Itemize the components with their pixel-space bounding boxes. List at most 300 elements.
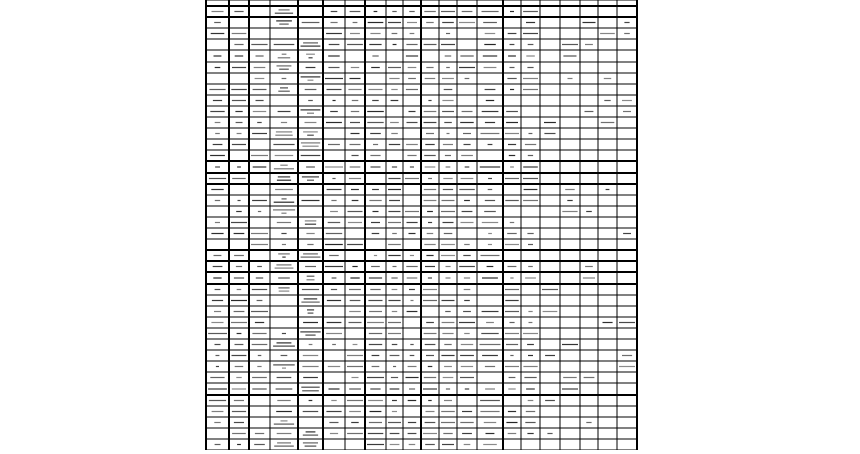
illegible-cell-mark (485, 89, 496, 90)
illegible-cell-mark (506, 422, 517, 423)
illegible-cell-mark (303, 253, 318, 254)
illegible-cell-mark (407, 311, 418, 312)
illegible-cell-mark (425, 144, 434, 145)
illegible-cell-mark (329, 388, 340, 389)
illegible-cell-mark (307, 309, 314, 310)
illegible-cell-mark (277, 65, 292, 66)
illegible-cell-mark (393, 366, 396, 367)
illegible-cell-mark (444, 400, 452, 401)
illegible-cell-mark (309, 400, 313, 401)
illegible-cell-mark (304, 298, 318, 299)
illegible-cell-mark (507, 78, 516, 79)
illegible-cell-mark (465, 388, 469, 389)
illegible-cell-mark (389, 78, 399, 79)
illegible-cell-mark (232, 67, 246, 68)
illegible-cell-mark (461, 222, 474, 223)
illegible-cell-mark (213, 100, 222, 101)
illegible-cell-mark (232, 355, 247, 356)
illegible-cell-mark (424, 155, 436, 156)
illegible-cell-mark (369, 422, 382, 423)
illegible-cell-mark (238, 200, 241, 201)
illegible-cell-mark (510, 277, 513, 278)
illegible-cell-mark (326, 33, 342, 34)
illegible-cell-mark (305, 446, 317, 447)
illegible-cell-mark (442, 100, 453, 101)
illegible-cell-mark (460, 122, 474, 123)
illegible-cell-mark (459, 189, 475, 190)
illegible-cell-mark (303, 411, 319, 412)
illegible-cell-mark (424, 377, 436, 378)
illegible-cell-mark (406, 266, 417, 267)
illegible-cell-mark (565, 189, 575, 190)
illegible-cell-mark (426, 22, 434, 23)
illegible-cell-mark (277, 400, 290, 401)
illegible-cell-mark (428, 400, 432, 401)
illegible-cell-mark (303, 131, 318, 132)
illegible-cell-mark (486, 322, 494, 323)
illegible-cell-mark (486, 433, 495, 434)
illegible-cell-mark (485, 33, 496, 34)
illegible-cell-mark (215, 222, 220, 223)
illegible-cell-mark (234, 11, 243, 12)
illegible-cell-mark (482, 355, 498, 356)
illegible-cell-mark (585, 44, 593, 45)
illegible-cell-mark (623, 111, 631, 112)
illegible-cell-mark (409, 11, 414, 12)
illegible-cell-mark (307, 113, 314, 114)
illegible-cell-mark (305, 220, 317, 221)
illegible-cell-mark (392, 166, 397, 167)
illegible-cell-mark (257, 300, 263, 301)
illegible-cell-mark (388, 222, 401, 223)
illegible-cell-mark (275, 155, 294, 156)
illegible-cell-mark (349, 322, 362, 323)
illegible-cell-mark (276, 411, 292, 412)
illegible-cell-mark (388, 422, 401, 423)
illegible-cell-mark (528, 44, 534, 45)
illegible-cell-mark (523, 366, 537, 367)
illegible-cell-mark (506, 344, 518, 345)
illegible-cell-mark (281, 233, 286, 234)
illegible-cell-mark (544, 122, 556, 123)
illegible-cell-mark (526, 55, 535, 56)
illegible-cell-mark (485, 366, 495, 367)
illegible-cell-mark (277, 222, 291, 223)
illegible-cell-mark (210, 155, 225, 156)
illegible-cell-mark (483, 55, 497, 56)
illegible-cell-mark (353, 22, 358, 23)
illegible-cell-mark (306, 166, 315, 167)
illegible-cell-mark (461, 155, 473, 156)
illegible-cell-mark (462, 433, 472, 434)
illegible-cell-mark (214, 255, 222, 256)
illegible-cell-mark (444, 89, 453, 90)
illegible-cell-mark (214, 422, 220, 423)
illegible-cell-mark (306, 431, 316, 432)
illegible-cell-mark (527, 433, 533, 434)
illegible-cell-mark (370, 155, 380, 156)
illegible-cell-mark (485, 200, 495, 201)
illegible-cell-mark (231, 222, 247, 223)
illegible-cell-mark (523, 89, 538, 90)
illegible-cell-mark (482, 111, 499, 112)
illegible-cell-mark (231, 300, 247, 301)
illegible-cell-mark (509, 377, 516, 378)
illegible-cell-mark (444, 344, 451, 345)
illegible-cell-mark (441, 44, 455, 45)
illegible-cell-mark (254, 67, 266, 68)
illegible-cell-mark (332, 344, 336, 345)
illegible-cell-mark (442, 22, 454, 23)
illegible-cell-mark (482, 311, 499, 312)
illegible-cell-mark (350, 277, 359, 278)
illegible-cell-mark (562, 44, 578, 45)
illegible-cell-mark (409, 388, 415, 389)
illegible-cell-mark (510, 67, 515, 68)
illegible-cell-mark (409, 444, 416, 445)
illegible-cell-mark (622, 355, 632, 356)
illegible-cell-mark (370, 133, 381, 134)
illegible-cell-mark (330, 111, 338, 112)
illegible-cell-mark (443, 189, 453, 190)
illegible-cell-mark (237, 444, 241, 445)
illegible-cell-mark (326, 411, 341, 412)
illegible-cell-mark (252, 344, 268, 345)
illegible-cell-mark (277, 377, 292, 378)
illegible-cell-mark (508, 433, 517, 434)
illegible-cell-mark (369, 344, 382, 345)
illegible-cell-mark (372, 366, 380, 367)
illegible-cell-mark (465, 166, 470, 167)
illegible-cell-mark (347, 366, 363, 367)
illegible-cell-mark (482, 222, 498, 223)
illegible-cell-mark (372, 100, 379, 101)
illegible-cell-mark (352, 266, 357, 267)
illegible-cell-mark (331, 400, 336, 401)
illegible-cell-mark (392, 11, 396, 12)
illegible-cell-mark (446, 33, 450, 34)
illegible-cell-mark (214, 55, 222, 56)
illegible-cell-mark (446, 388, 450, 389)
illegible-cell-mark (307, 244, 313, 245)
illegible-cell-mark (353, 344, 358, 345)
illegible-cell-mark (368, 433, 384, 434)
illegible-cell-mark (234, 400, 244, 401)
illegible-cell-mark (601, 122, 615, 123)
illegible-cell-mark (426, 67, 433, 68)
illegible-cell-mark (328, 144, 340, 145)
illegible-cell-mark (388, 189, 401, 190)
illegible-cell-mark (256, 55, 264, 56)
illegible-cell-mark (486, 100, 494, 101)
illegible-cell-mark (484, 44, 496, 45)
illegible-cell-mark (424, 200, 437, 201)
illegible-cell-mark (282, 198, 287, 199)
illegible-cell-mark (281, 213, 286, 214)
illegible-cell-mark (410, 33, 415, 34)
illegible-cell-mark (411, 300, 414, 301)
illegible-cell-mark (325, 166, 343, 167)
illegible-cell-mark (369, 44, 381, 45)
illegible-cell-mark (302, 146, 318, 147)
illegible-cell-mark (443, 178, 452, 179)
illegible-cell-mark (462, 111, 473, 112)
illegible-cell-mark (307, 180, 314, 181)
illegible-cell-mark (252, 377, 267, 378)
illegible-cell-mark (481, 255, 500, 256)
illegible-cell-mark (236, 211, 242, 212)
illegible-cell-mark (236, 266, 242, 267)
illegible-cell-mark (209, 178, 226, 179)
illegible-cell-mark (302, 200, 320, 201)
illegible-cell-mark (508, 388, 515, 389)
illegible-cell-mark (526, 388, 535, 389)
illegible-cell-mark (328, 55, 340, 56)
illegible-cell-mark (347, 433, 363, 434)
illegible-cell-mark (461, 366, 473, 367)
illegible-cell-mark (331, 289, 337, 290)
illegible-cell-mark (388, 255, 400, 256)
illegible-cell-mark (213, 266, 223, 267)
illegible-cell-mark (505, 333, 519, 334)
illegible-cell-mark (215, 166, 220, 167)
illegible-cell-mark (373, 144, 378, 145)
illegible-cell-mark (281, 355, 288, 356)
illegible-cell-mark (331, 200, 336, 201)
illegible-cell-mark (392, 311, 397, 312)
illegible-cell-mark (390, 444, 400, 445)
illegible-cell-mark (369, 333, 382, 334)
illegible-cell-mark (406, 144, 418, 145)
illegible-cell-mark (276, 264, 291, 265)
illegible-cell-mark (235, 366, 244, 367)
illegible-cell-mark (407, 155, 416, 156)
illegible-cell-mark (528, 355, 533, 356)
illegible-cell-mark (505, 244, 519, 245)
illegible-cell-mark (461, 178, 474, 179)
illegible-cell-mark (215, 122, 221, 123)
illegible-cell-mark (350, 300, 361, 301)
illegible-cell-mark (329, 255, 339, 256)
illegible-cell-mark (505, 366, 519, 367)
illegible-cell-mark (390, 122, 399, 123)
illegible-cell-mark (305, 122, 317, 123)
illegible-cell-mark (371, 166, 381, 167)
illegible-cell-mark (350, 78, 361, 79)
illegible-cell-mark (348, 222, 362, 223)
illegible-cell-mark (273, 209, 295, 210)
illegible-cell-mark (251, 244, 268, 245)
illegible-cell-mark (424, 44, 437, 45)
illegible-cell-mark (606, 189, 610, 190)
illegible-cell-mark (509, 155, 515, 156)
illegible-cell-mark (408, 433, 417, 434)
illegible-cell-mark (307, 135, 314, 136)
illegible-cell-mark (253, 166, 267, 167)
illegible-cell-mark (586, 211, 592, 212)
illegible-cell-mark (441, 211, 455, 212)
illegible-cell-mark (508, 266, 517, 267)
illegible-cell-mark (480, 344, 501, 345)
illegible-cell-mark (510, 44, 515, 45)
illegible-cell-mark (327, 89, 342, 90)
illegible-cell-mark (392, 400, 397, 401)
illegible-cell-mark (281, 420, 288, 421)
illegible-cell-mark (426, 411, 435, 412)
illegible-cell-mark (372, 233, 380, 234)
illegible-cell-mark (215, 444, 221, 445)
illegible-cell-mark (442, 444, 454, 445)
illegible-cell-mark (488, 178, 492, 179)
illegible-cell-mark (282, 78, 287, 79)
illegible-cell-mark (332, 277, 337, 278)
illegible-cell-mark (367, 111, 384, 112)
illegible-cell-mark (392, 233, 397, 234)
illegible-cell-mark (442, 333, 453, 334)
illegible-cell-mark (212, 300, 223, 301)
illegible-cell-mark (464, 277, 470, 278)
illegible-cell-mark (562, 344, 578, 345)
illegible-cell-mark (464, 144, 471, 145)
illegible-cell-mark (277, 433, 292, 434)
illegible-cell-mark (231, 89, 247, 90)
illegible-cell-mark (234, 311, 245, 312)
illegible-cell-mark (279, 291, 290, 292)
illegible-cell-mark (523, 333, 538, 334)
illegible-cell-mark (351, 111, 359, 112)
illegible-cell-mark (465, 78, 470, 79)
illegible-cell-mark (307, 279, 315, 280)
illegible-cell-mark (216, 366, 219, 367)
illegible-cell-mark (306, 54, 315, 55)
illegible-cell-mark (326, 122, 342, 123)
illegible-cell-mark (488, 233, 492, 234)
illegible-cell-mark (442, 200, 455, 201)
illegible-cell-mark (547, 433, 552, 434)
illegible-cell-mark (251, 311, 268, 312)
illegible-cell-mark (443, 377, 454, 378)
illegible-cell-mark (463, 255, 470, 256)
illegible-cell-mark (372, 355, 380, 356)
illegible-cell-mark (406, 89, 418, 90)
illegible-cell-mark (255, 322, 264, 323)
illegible-cell-mark (282, 257, 285, 258)
illegible-cell-mark (423, 388, 437, 389)
illegible-cell-mark (624, 33, 630, 34)
illegible-cell-mark (428, 277, 432, 278)
illegible-cell-mark (308, 80, 314, 81)
illegible-cell-mark (525, 144, 536, 145)
illegible-cell-mark (442, 322, 455, 323)
illegible-cell-mark (327, 322, 342, 323)
illegible-cell-mark (301, 109, 321, 110)
illegible-cell-mark (274, 424, 294, 425)
illegible-cell-mark (332, 178, 335, 179)
illegible-cell-mark (408, 78, 416, 79)
illegible-cell-mark (505, 300, 518, 301)
illegible-cell-mark (388, 300, 400, 301)
illegible-cell-mark (428, 100, 431, 101)
illegible-cell-mark (370, 411, 382, 412)
illegible-cell-mark (461, 344, 473, 345)
illegible-cell-mark (303, 322, 318, 323)
illegible-cell-mark (211, 233, 223, 234)
illegible-cell-mark (215, 344, 221, 345)
illegible-cell-mark (325, 78, 343, 79)
illegible-cell-mark (488, 244, 492, 245)
illegible-cell-mark (427, 233, 434, 234)
illegible-cell-mark (279, 24, 288, 25)
illegible-cell-mark (370, 388, 380, 389)
illegible-cell-mark (278, 277, 290, 278)
illegible-cell-mark (370, 289, 380, 290)
illegible-cell-mark (505, 200, 519, 201)
illegible-cell-mark (485, 388, 495, 389)
illegible-cell-mark (441, 411, 455, 412)
illegible-cell-mark (423, 433, 437, 434)
illegible-cell-mark (234, 44, 243, 45)
illegible-cell-mark (258, 211, 261, 212)
illegible-cell-mark (482, 277, 498, 278)
illegible-cell-mark (528, 244, 533, 245)
illegible-cell-mark (328, 67, 339, 68)
illegible-cell-mark (408, 422, 416, 423)
illegible-cell-mark (349, 178, 361, 179)
illegible-cell-mark (374, 255, 377, 256)
illegible-cell-mark (327, 300, 341, 301)
illegible-cell-mark (209, 89, 225, 90)
illegible-cell-mark (277, 342, 292, 343)
illegible-cell-mark (305, 266, 316, 267)
illegible-cell-mark (410, 166, 414, 167)
illegible-cell-mark (214, 311, 221, 312)
illegible-cell-mark (443, 433, 452, 434)
illegible-cell-mark (425, 78, 436, 79)
illegible-cell-mark (301, 155, 321, 156)
illegible-cell-mark (232, 144, 246, 145)
illegible-cell-mark (367, 377, 384, 378)
illegible-cell-mark (369, 277, 382, 278)
illegible-cell-mark (568, 78, 573, 79)
illegible-cell-mark (390, 433, 400, 434)
illegible-cell-mark (407, 22, 417, 23)
illegible-cell-mark (211, 189, 223, 190)
illegible-cell-mark (234, 277, 244, 278)
illegible-cell-mark (585, 266, 593, 267)
illegible-cell-mark (584, 377, 595, 378)
illegible-cell-mark (447, 133, 450, 134)
illegible-cell-mark (442, 78, 454, 79)
illegible-cell-mark (331, 22, 338, 23)
illegible-cell-mark (372, 55, 378, 56)
illegible-cell-mark (301, 257, 321, 258)
illegible-cell-mark (480, 166, 500, 167)
illegible-cell-mark (237, 289, 242, 290)
illegible-cell-mark (529, 322, 533, 323)
illegible-cell-mark (374, 11, 378, 12)
illegible-cell-mark (232, 33, 247, 34)
illegible-cell-mark (393, 44, 397, 45)
illegible-cell-mark (350, 144, 361, 145)
illegible-cell-mark (275, 135, 292, 136)
illegible-cell-mark (528, 311, 532, 312)
illegible-cell-mark (527, 67, 533, 68)
illegible-cell-mark (622, 100, 632, 101)
illegible-cell-mark (463, 311, 471, 312)
illegible-cell-mark (333, 100, 336, 101)
illegible-cell-mark (410, 255, 414, 256)
illegible-cell-mark (480, 400, 500, 401)
